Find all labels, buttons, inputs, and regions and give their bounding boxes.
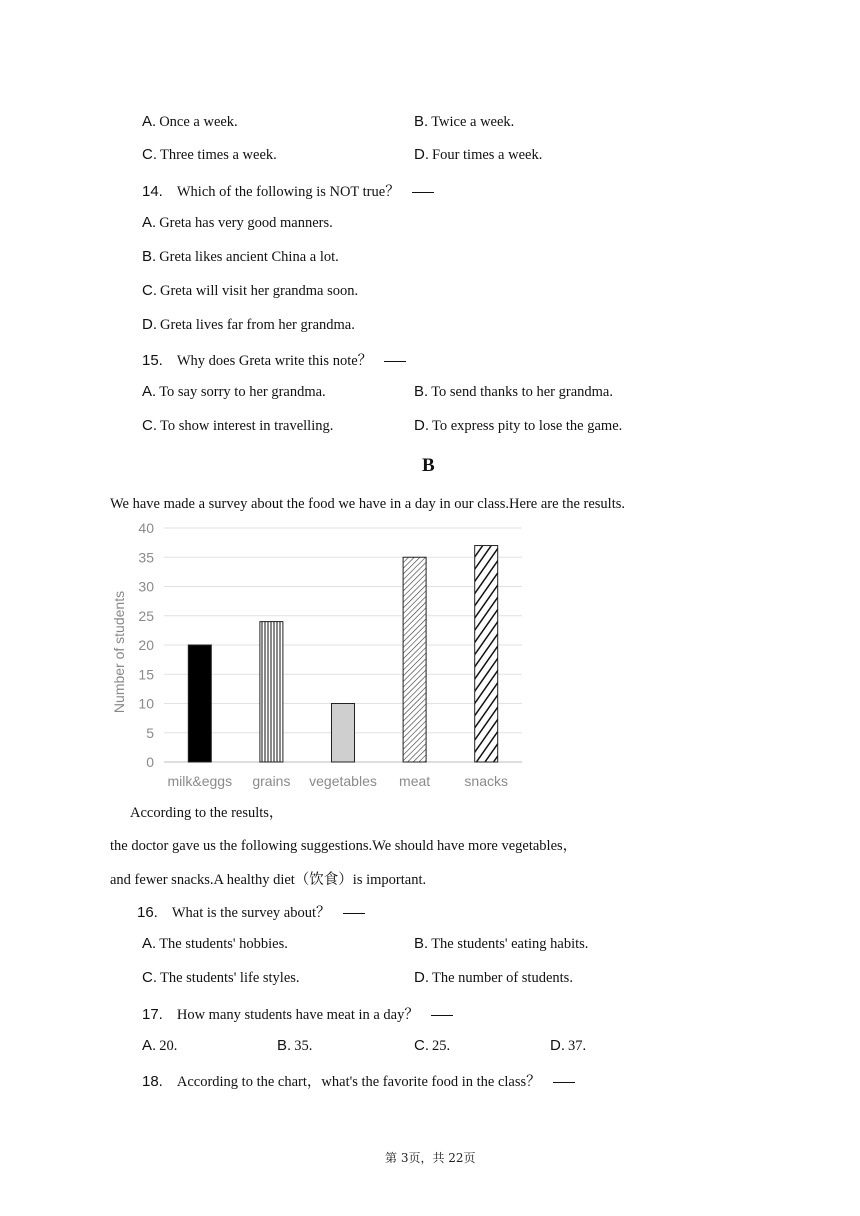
section-title: B bbox=[422, 455, 435, 476]
bar-milk-eggs bbox=[188, 645, 211, 762]
x-tick-label: meat bbox=[399, 773, 431, 789]
option-14d[interactable]: D. Greta lives far from her grandma. bbox=[142, 316, 355, 333]
option-14c[interactable]: C. Greta will visit her grandma soon. bbox=[142, 282, 359, 299]
y-axis-label: Number of students bbox=[111, 590, 127, 714]
survey-after-3: and fewer snacks.A healthy diet（饮食）is important. bbox=[110, 872, 427, 888]
question-17: 17. How many students have meat in a day？ bbox=[142, 1003, 453, 1024]
survey-intro: We have made a survey about the food we have in a day in our class.Here are the results. bbox=[110, 496, 625, 512]
question-16: 16. What is the survey about？ bbox=[137, 901, 365, 922]
option-13b[interactable]: B. Twice a week. bbox=[414, 113, 515, 130]
y-tick-label: 5 bbox=[146, 724, 154, 741]
answer-blank[interactable] bbox=[431, 1015, 453, 1016]
y-tick-label: 15 bbox=[138, 666, 154, 683]
option-13c[interactable]: C. Three times a week. bbox=[142, 146, 277, 163]
answer-blank[interactable] bbox=[343, 913, 365, 914]
y-tick-label: 40 bbox=[138, 520, 154, 536]
y-tick-label: 35 bbox=[138, 549, 154, 566]
page-number: 第 3页，共 22页 bbox=[385, 1151, 476, 1165]
option-16d[interactable]: D. The number of students. bbox=[414, 969, 573, 986]
bar-grains bbox=[260, 622, 283, 762]
option-16c[interactable]: C. The students' life styles. bbox=[142, 969, 300, 986]
question-15: 15. Why does Greta write this note？ bbox=[142, 349, 406, 370]
answer-blank[interactable] bbox=[553, 1082, 575, 1083]
y-tick-label: 20 bbox=[138, 637, 154, 653]
option-14b[interactable]: B. Greta likes ancient China a lot. bbox=[142, 248, 339, 265]
bar-snacks bbox=[475, 546, 498, 762]
x-tick-label: snacks bbox=[464, 773, 508, 789]
x-tick-label: grains bbox=[252, 773, 291, 789]
y-tick-label: 25 bbox=[138, 607, 154, 624]
option-14a[interactable]: A. Greta has very good manners. bbox=[142, 214, 333, 231]
bars bbox=[188, 546, 497, 762]
option-17d[interactable]: D. 37. bbox=[550, 1037, 587, 1054]
x-axis-ticks bbox=[168, 773, 508, 789]
y-tick-label: 0 bbox=[146, 754, 154, 770]
food-survey-bar-chart bbox=[108, 518, 528, 796]
option-13a[interactable]: A. Once a week. bbox=[142, 113, 238, 130]
x-tick-label: vegetables bbox=[309, 773, 377, 789]
option-13d[interactable]: D. Four times a week. bbox=[414, 146, 543, 163]
option-15b[interactable]: B. To send thanks to her grandma. bbox=[414, 383, 613, 400]
answer-blank[interactable] bbox=[384, 361, 406, 362]
option-16a[interactable]: A. The students' hobbies. bbox=[142, 935, 288, 952]
answer-blank[interactable] bbox=[412, 192, 434, 193]
option-15d[interactable]: D. To express pity to lose the game. bbox=[414, 417, 623, 434]
x-tick-label: milk&eggs bbox=[167, 773, 233, 789]
bar-meat bbox=[403, 557, 426, 762]
question-18: 18. According to the chart，what's the favorite food in the class？ bbox=[142, 1070, 575, 1091]
question-14: 14. Which of the following is NOT true？ bbox=[142, 180, 434, 201]
option-15a[interactable]: A. To say sorry to her grandma. bbox=[142, 383, 326, 400]
option-17b[interactable]: B. 35. bbox=[277, 1037, 313, 1054]
y-tick-label: 10 bbox=[138, 695, 154, 712]
survey-after-2: the doctor gave us the following suggestions.We should have more vegetables， bbox=[110, 838, 578, 854]
bar-vegetables bbox=[332, 704, 355, 763]
survey-after-1: According to the results， bbox=[130, 805, 284, 821]
y-axis-ticks bbox=[138, 520, 154, 770]
option-16b[interactable]: B. The students' eating habits. bbox=[414, 935, 589, 952]
option-15c[interactable]: C. To show interest in travelling. bbox=[142, 417, 334, 434]
y-tick-label: 30 bbox=[138, 578, 154, 595]
option-17c[interactable]: C. 25. bbox=[414, 1037, 451, 1054]
option-17a[interactable]: A. 20. bbox=[142, 1037, 178, 1054]
